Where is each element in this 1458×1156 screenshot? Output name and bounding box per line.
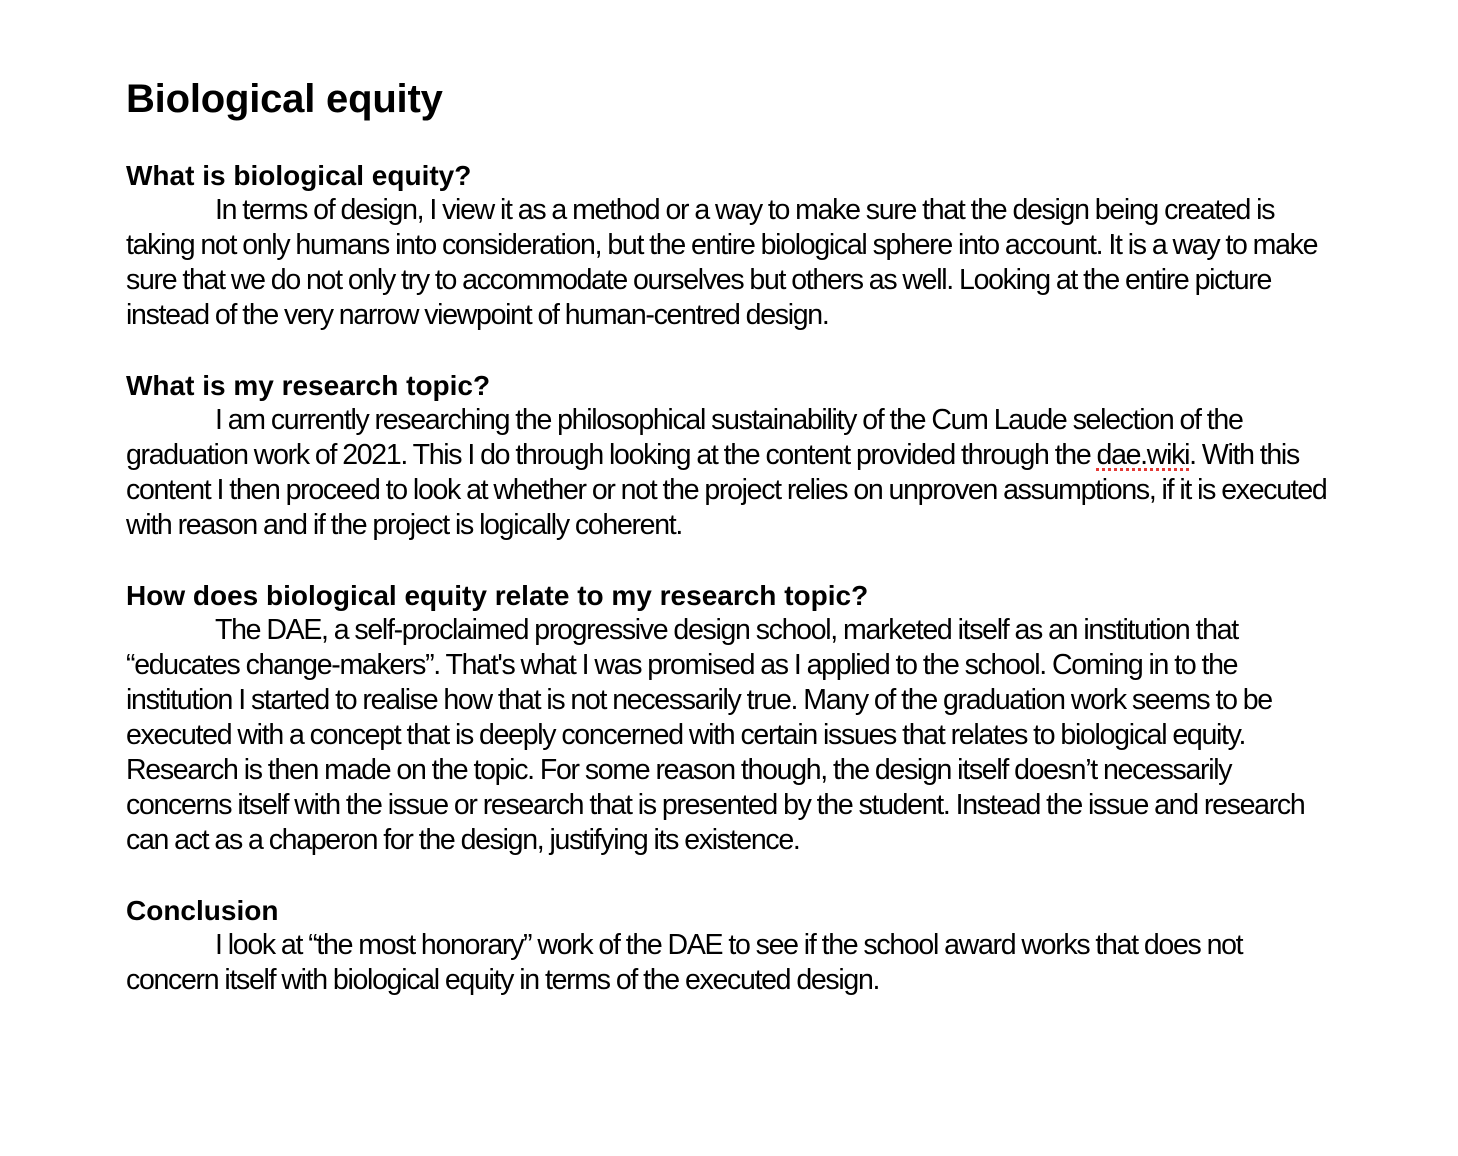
section-body[interactable]: I look at “the most honorary” work of the DAE to see if the school award works that does not concern itself with biological equity in terms of the executed design.	[126, 929, 1243, 996]
section-heading: What is my research topic?	[126, 370, 491, 401]
section-research-topic	[126, 368, 1336, 543]
section-conclusion	[126, 893, 1336, 998]
section-body[interactable]	[126, 403, 1336, 543]
body-text-before-link: I am currently researching the philosophical sustainability of the Cum Laude selection of the graduation work of 2021. This I do through looking at the content provided through the	[126, 404, 1243, 471]
section-body[interactable]: In terms of design, I view it as a method or a way to make sure that the design being created is taking not only humans into consideration, but the entire biological sphere into account. It is a way to make sure that we do not only try to accommodate ourselves but others as well. Looking at the entire picture instead of the very narrow viewpoint of human-centred design.	[126, 194, 1318, 331]
section-heading: Conclusion	[126, 895, 279, 926]
body-text-after-link: . With this content I then proceed to look at whether or not the project relies on unproven assumptions, if it is executed with reason and if the project is logically coherent.	[126, 439, 1327, 541]
document-title: Biological equity	[126, 77, 443, 121]
section-heading: How does biological equity relate to my research topic?	[126, 580, 869, 611]
section-relation-to-research	[126, 578, 1336, 858]
section-body[interactable]: The DAE, a self-proclaimed progressive design school, marketed itself as an institution that “educates change-makers”. That's what I was promised as I applied to the school. Coming in to the institution I started to realise how that is not necessarily true. Many of the graduation work seems to be executed with a concept that is deeply concerned with certain issues that relates to biological equity. Research is then made on the topic. For some reason though, the design itself doesn’t necessarily concerns itself with the issue or research that is presented by the student. Instead the issue and research can act as a chaperon for the design, justifying its existence.	[126, 614, 1305, 856]
misspelled-word-dae-wiki[interactable]: dae.wiki	[1096, 439, 1190, 471]
section-what-is-biological-equity	[126, 158, 1336, 333]
section-heading: What is biological equity?	[126, 160, 472, 191]
document-page	[126, 70, 1336, 1033]
